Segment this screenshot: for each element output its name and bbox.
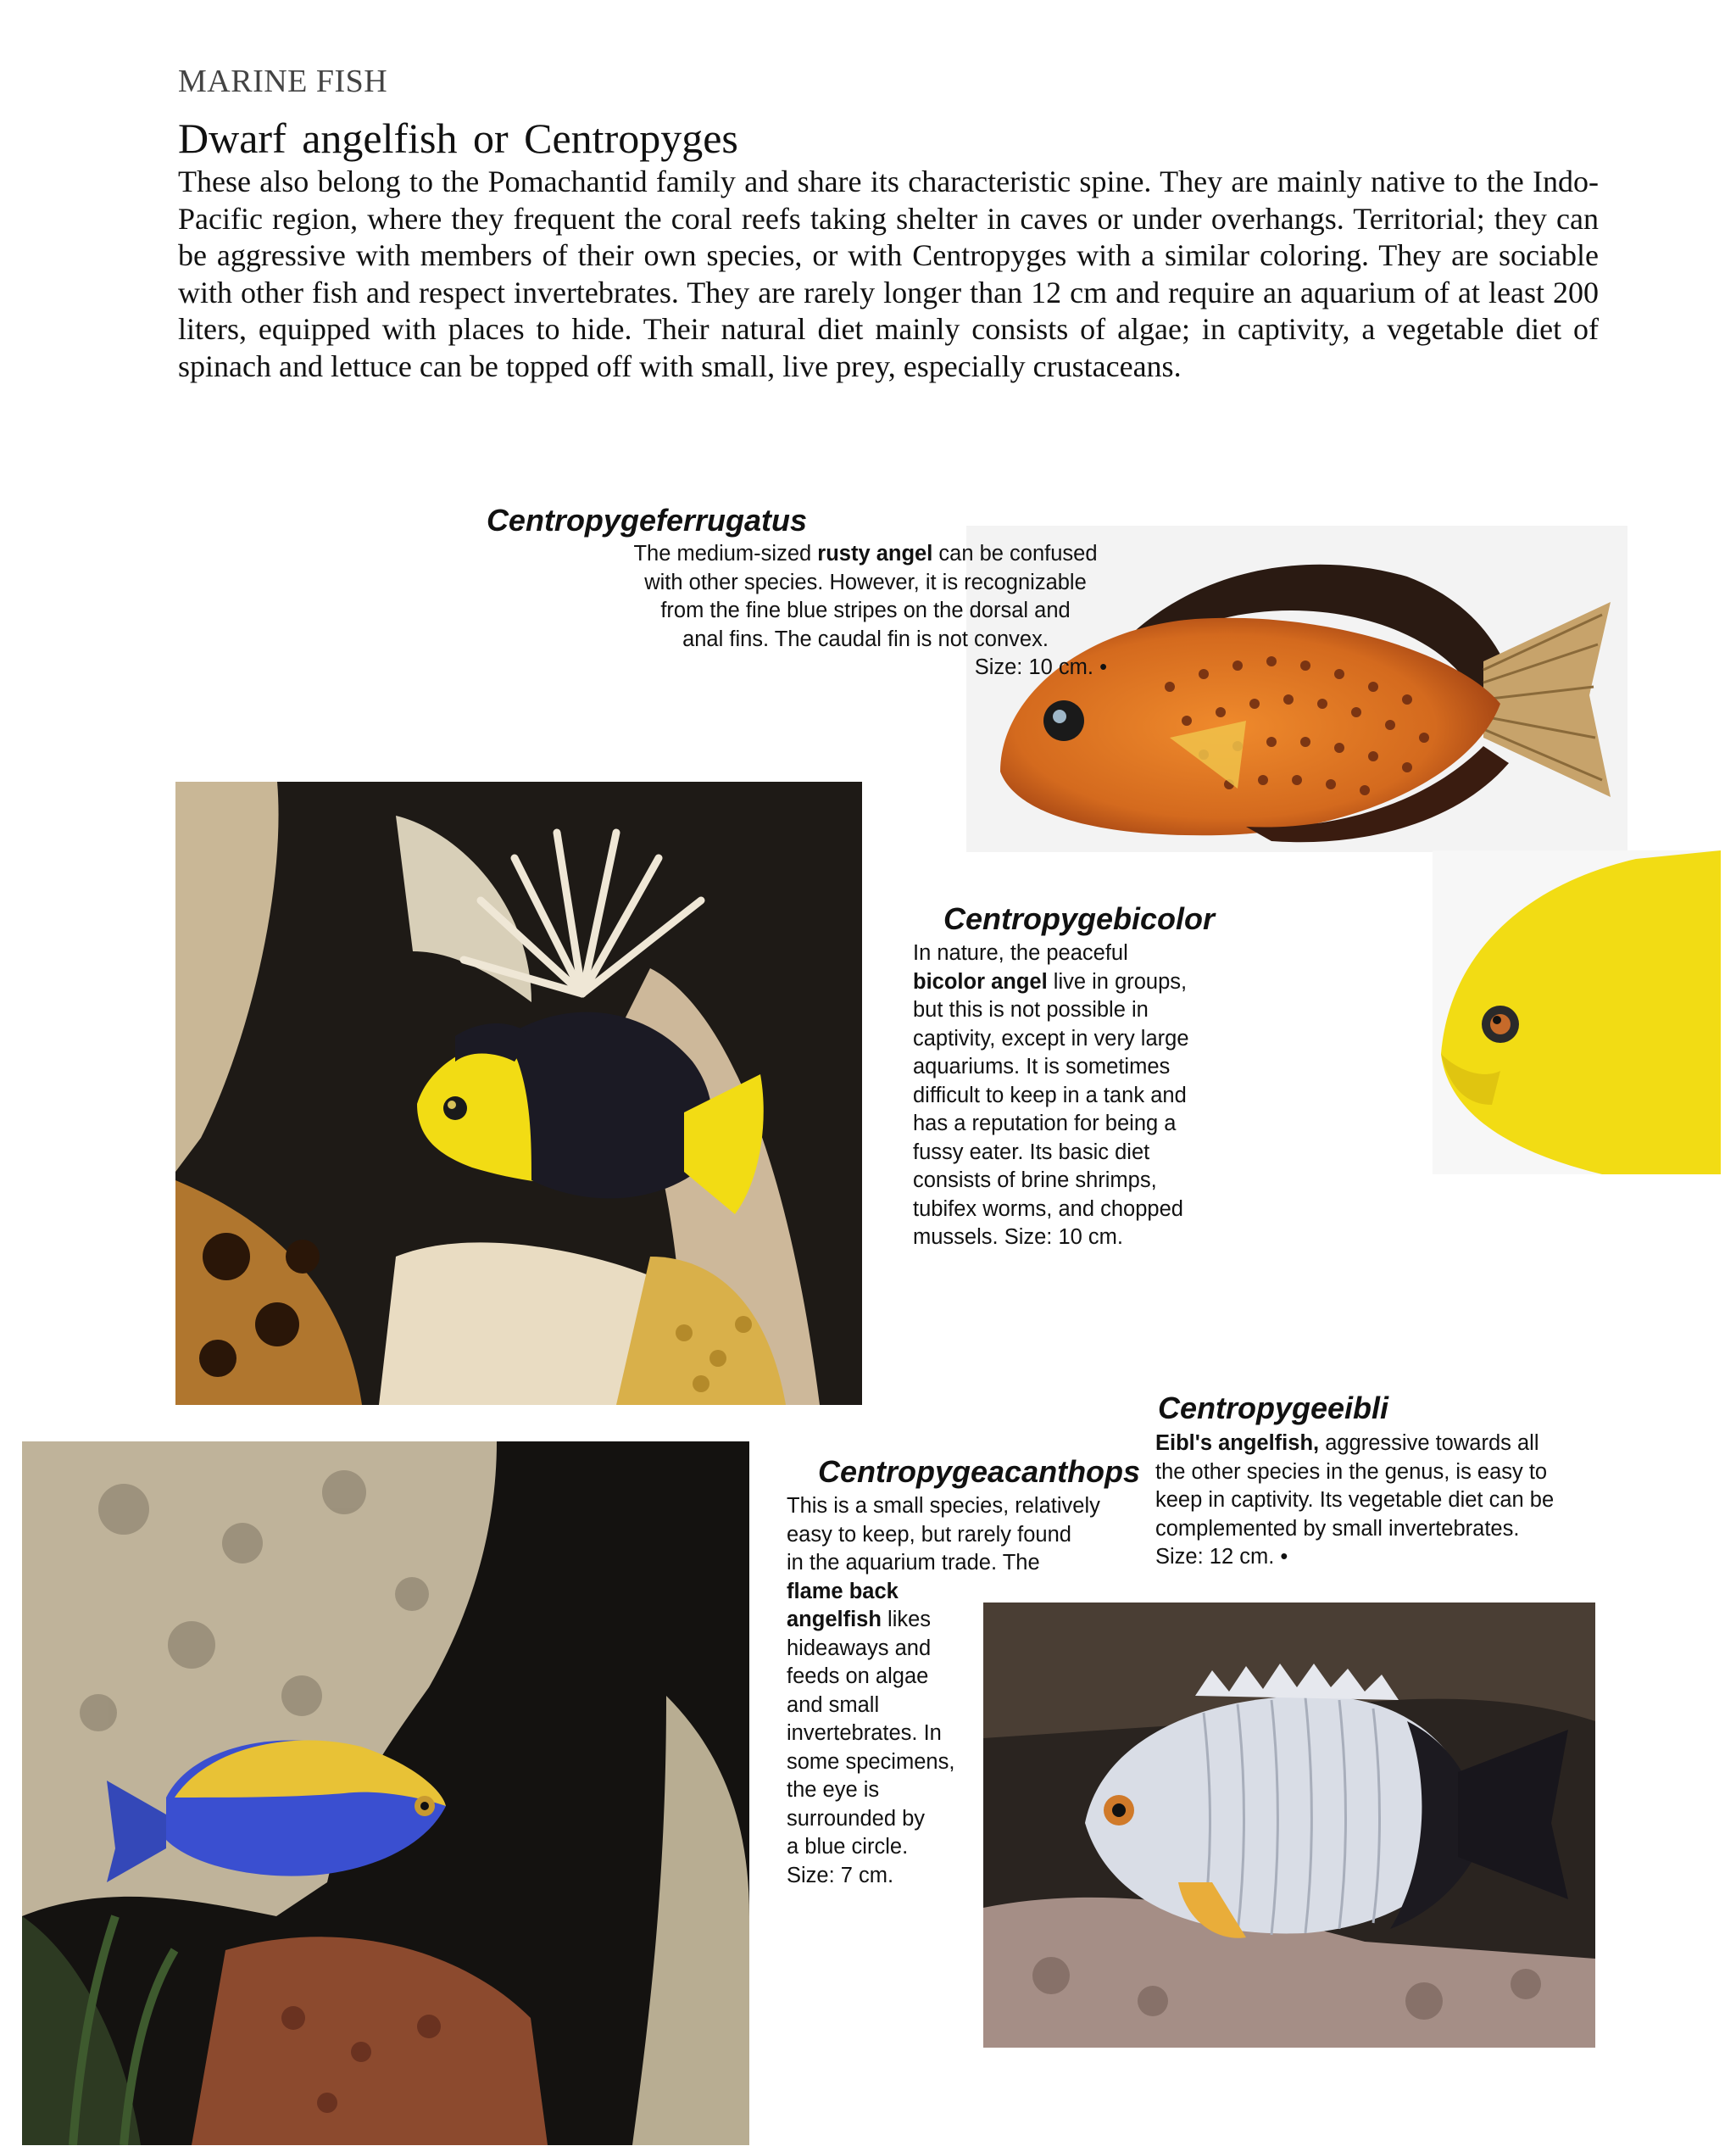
- species-title-eibli: Centropygeeibli: [1158, 1391, 1389, 1425]
- intro-paragraph: These also belong to the Pomachantid family and share its characteristic spine. They are mainly native to the Indo-Pacific region, where they frequent the coral reefs taking shelter in caves or under overhangs. Territorial; they can be aggressive with members of their own species, or with Centropyges with a similar coloring. They are sociable with other fish and respect invertebrates. They are rarely longer than 12 cm and require an aquarium of at least 200 liters, equipped with places to hide. Their natural diet mainly consists of algae; in captivity, a vegetable diet of spinach and lettuce can be topped off with small, live prey, especially crustaceans.: [178, 164, 1599, 383]
- caption-bicolor: In nature, the peaceful bicolor angel live in groups, but this is not possible in captivity, except in very large aquariums. It is sometimes difficult to keep in a tank and has a reputation for being a fussy eater. Its basic diet consists of brine shrimps, tubifex worms, and chopped mussels. Size: 10 cm.: [913, 941, 1189, 1249]
- species-title-ferrugatus: Centropygeferrugatus: [486, 503, 807, 538]
- caption-ferrugatus: The medium-sized rusty angel can be confused with other species. However, it is recognizable from the fine blue stripes on the dorsal and anal fins. The caudal fin is not convex. Size: 10 cm. •: [633, 542, 1107, 679]
- caption-eibli: Eibl's angelfish, aggressive towards all the other species in the genus, is easy to keep in captivity. Its vegetable diet can be complemented by small invertebrates. Size: 12 cm. •: [1155, 1431, 1555, 1569]
- bicolor-angel-photo: [175, 782, 862, 1405]
- caption-acanthops: This is a small species, relatively easy to keep, but rarely found in the aquarium trade. The flame back angelfish likes hideaways and feeds on algae and small invertebrates. In some specimens, the eye is surrounded by a blue circle. Size: 7 cm.: [787, 1494, 1100, 1887]
- species-title-acanthops: Centropygeacanthops: [818, 1454, 1141, 1489]
- common-name-rusty-angel: rusty angel: [817, 542, 933, 566]
- bicolor-angel-studio-photo: [1433, 850, 1721, 1174]
- flame-back-angelfish-photo: [22, 1441, 749, 2145]
- page-title: Dwarf angelfish or Centropyges: [178, 114, 738, 162]
- species-title-bicolor: Centropygebicolor: [943, 901, 1216, 936]
- common-name-eibls-angelfish: Eibl's angelfish,: [1155, 1431, 1320, 1455]
- common-name-angelfish: angelfish: [787, 1608, 882, 1631]
- common-name-bicolor-angel: bicolor angel: [913, 969, 1048, 994]
- common-name-flame-back: flame back: [787, 1579, 899, 1603]
- section-label: MARINE FISH: [178, 64, 388, 99]
